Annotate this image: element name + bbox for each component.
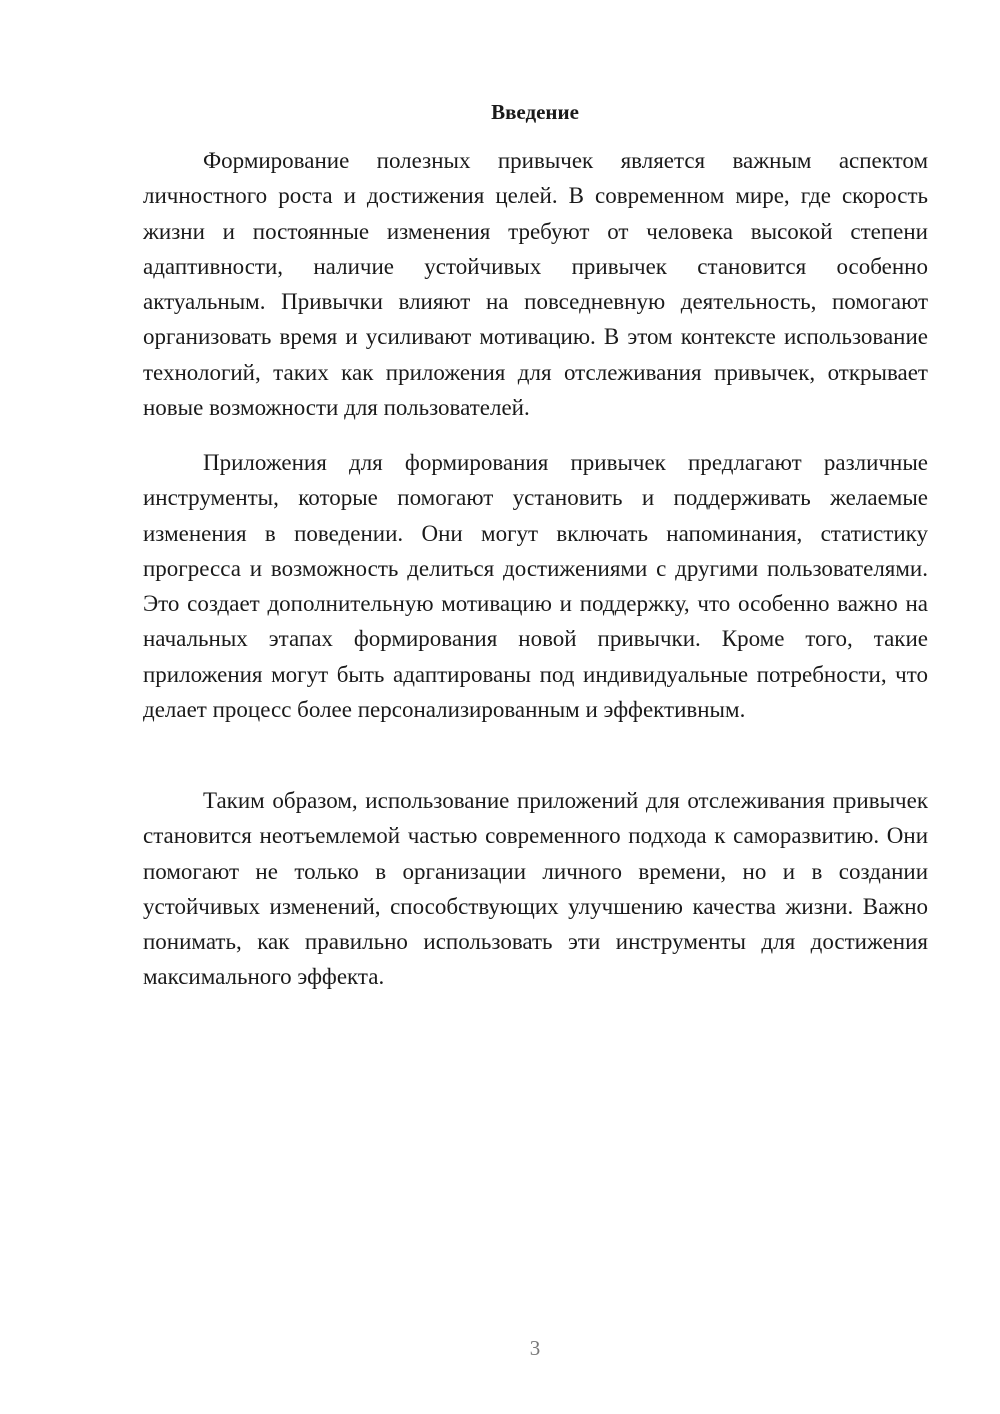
page-title: Введение [491,100,579,124]
page-number: 3 [529,1336,541,1360]
paragraph-text: Таким образом, использование приложений для отслеживания привычек становится неотъемлемой частью современного подхода к саморазвитию. Они помогают не только в организации личного времени, но и в создании устойчивых изменений, способствующих улучшению качества жизни. Важно понимать, как правильно использовать эти инструменты для достижения максимального эффекта. [143,788,928,990]
paragraph-text: Приложения для формирования привычек предлагают различные инструменты, которые помогают установить и поддерживать желаемые изменения в поведении. Они могут включать напоминания, статистику прогресса и возможность делиться достижениями с другими пользователями. Это создает дополнительную мотивацию и поддержку, что особенно важно на начальных этапах формирования новой привычки. Кроме того, такие приложения могут быть адаптированы под индивидуальные потребности, что делает процесс более персонализированным и эффективным. [143,450,928,723]
paragraph-2 [143,445,928,727]
paragraph-1 [143,143,928,425]
paragraph-3 [143,783,928,995]
paragraph-text: Формирование полезных привычек является важным аспектом личностного роста и достижения целей. В современном мире, где скорость жизни и постоянные изменения требуют от человека высокой степени адаптивности, наличие устойчивых привычек становится особенно актуальным. Привычки влияют на повседневную деятельность, помогают организовать время и усиливают мотивацию. В этом контексте использование технологий, таких как приложения для отслеживания привычек, открывает новые возможности для пользователей. [143,148,928,421]
